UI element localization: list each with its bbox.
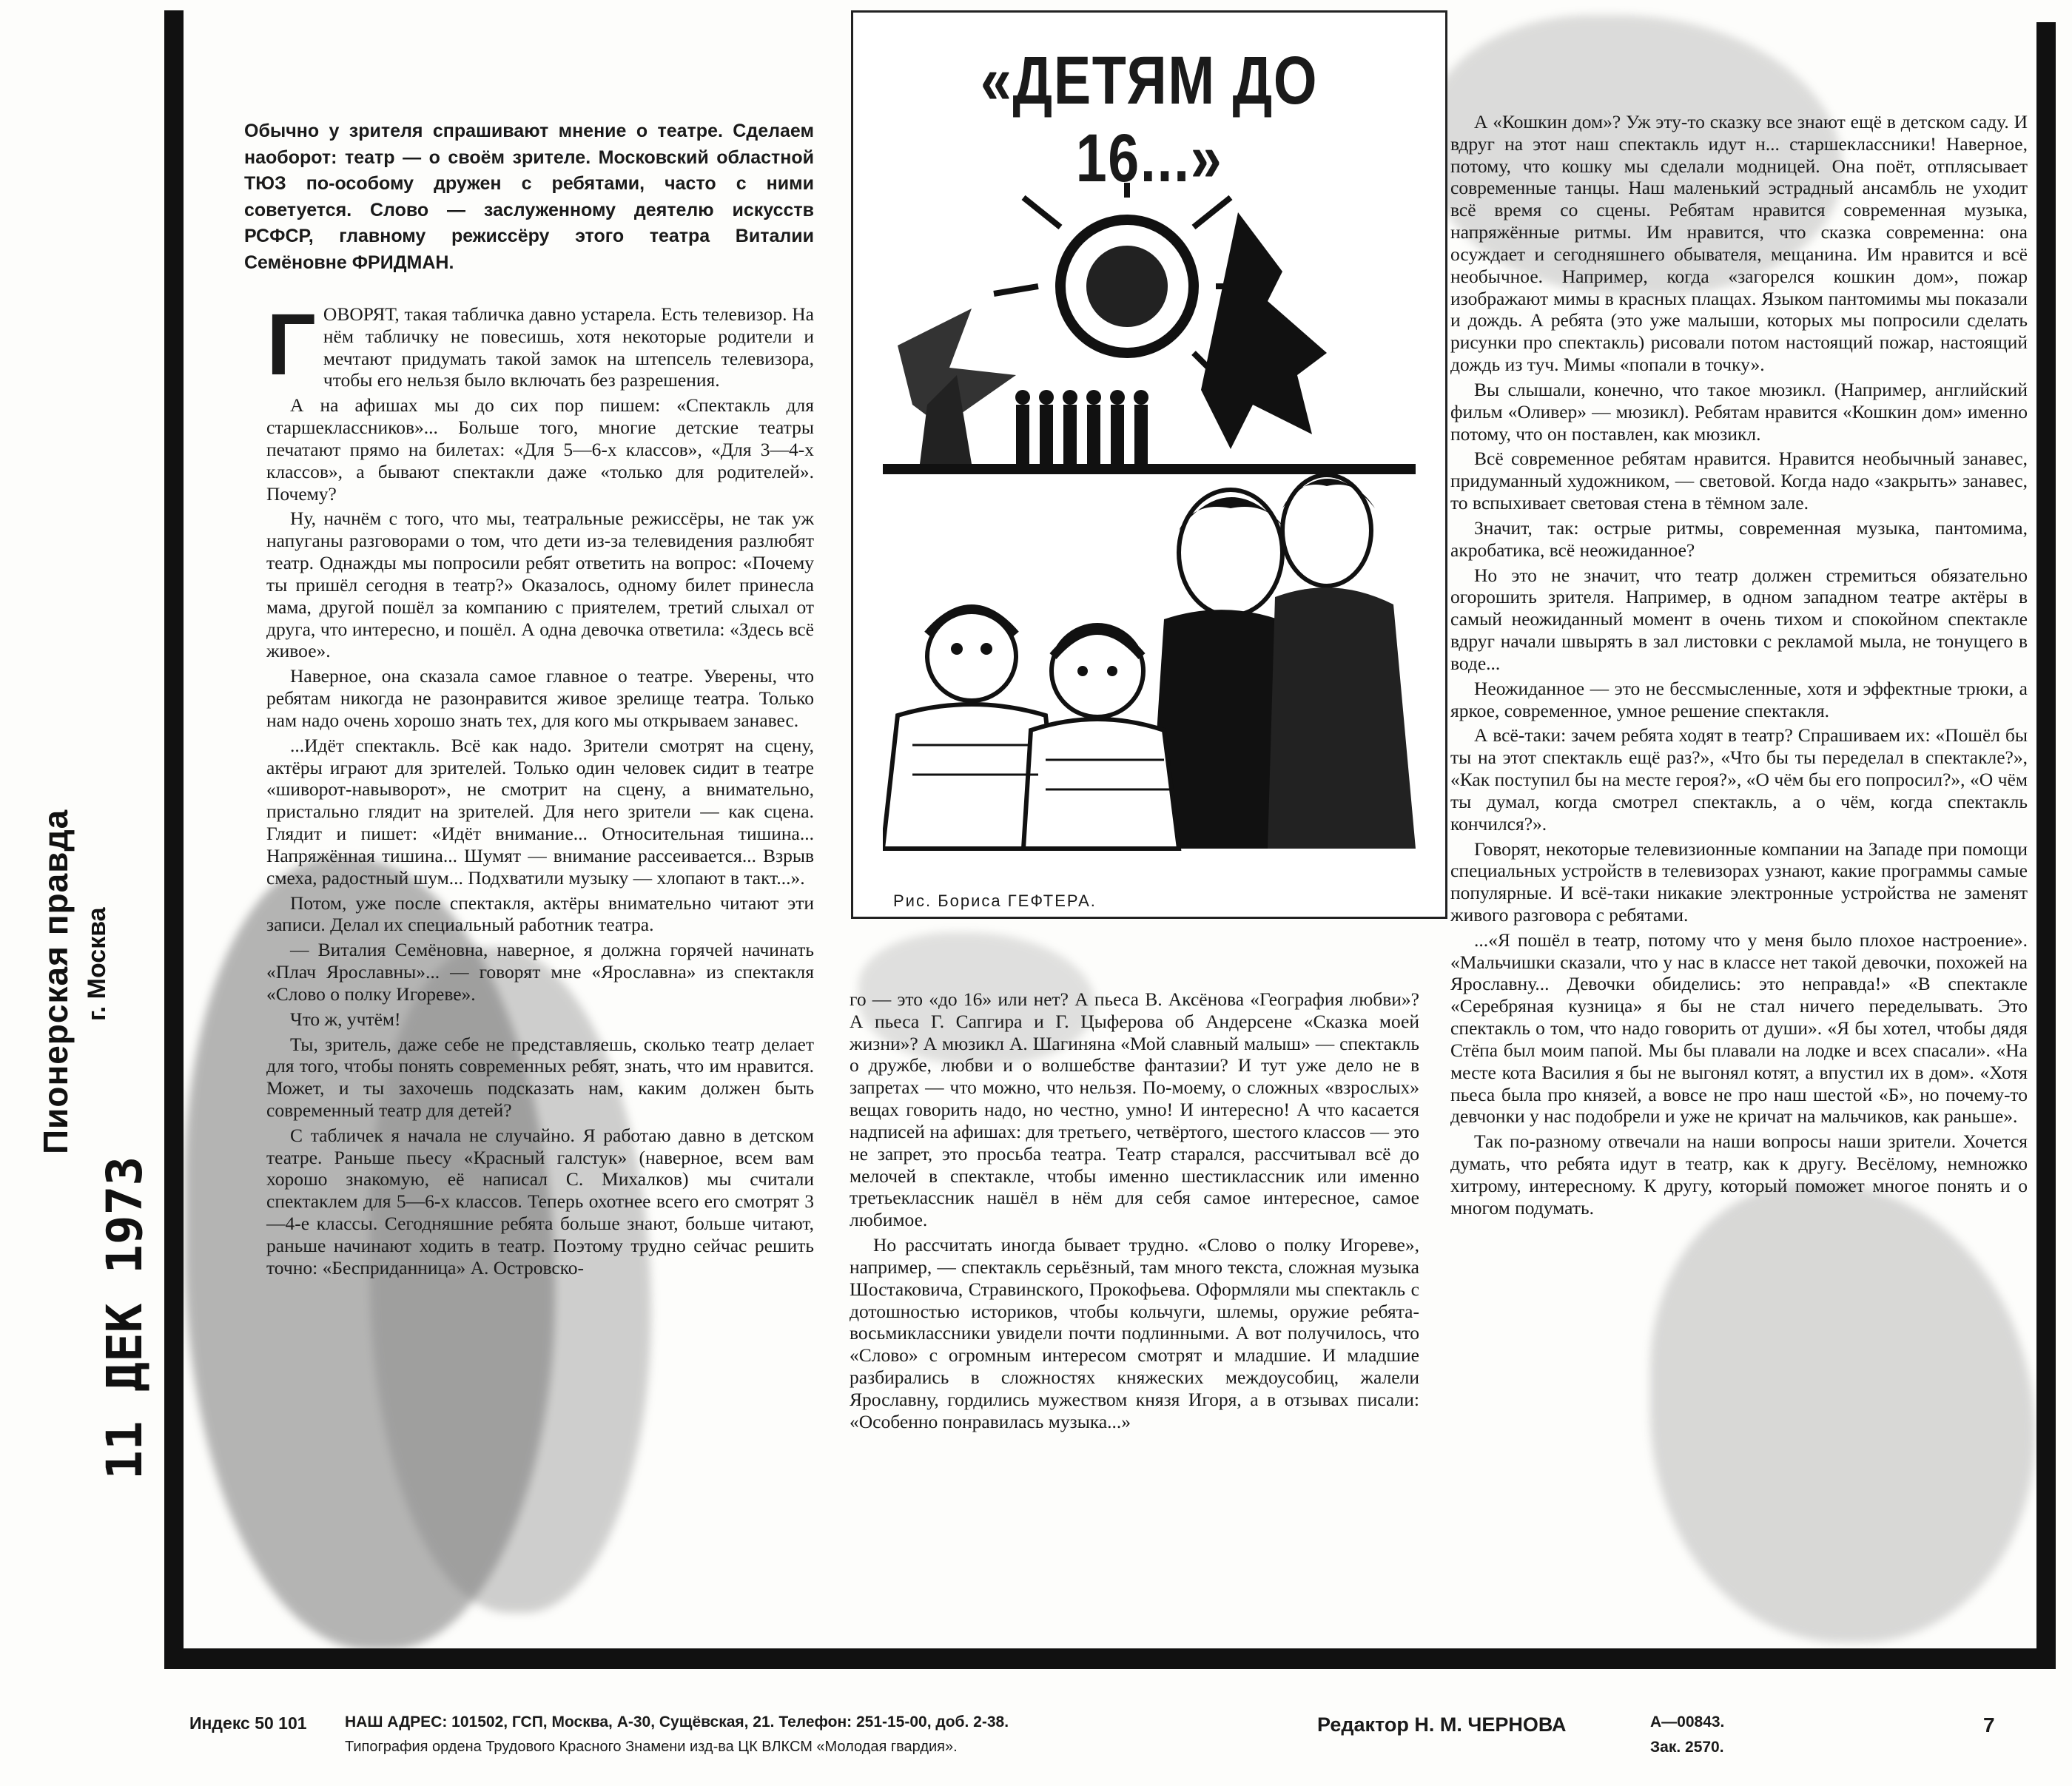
- paragraph: А «Кошкин дом»? Уж эту-то сказку все знают ещё в детском саду. И вдруг на этот наш спектакль идут н... старшеклассники! Наверное, потому, что кошку мы сделали модницей. Она поёт, отплясывает современные танцы. Наш маленький эстрадный ансамбль не уходит всё время со сцены. Ребятам нравится современная музыка, напряжённые ритмы. Им нравится, что сказка современна: она осуждает и сегодняшнего обывателя, мещанина. Им нравится и всё необычное. Например, когда «загорелся кошкин дом», пожар изображают мимы в красных плащах. Языком пантомимы мы показали и дождь. А ребята (это уже малыши, которых мы попросили сделать рисунки про спектакль) рисовали потом настоящий пожар, настоящий дождь из туч. Мимы «попали в точку».: [1450, 111, 2028, 376]
- article-column-3: [1450, 111, 2028, 1222]
- paragraph: Наверное, она сказала самое главное о театре. Уверены, что ребятам никогда не разонравится живое зрелище театра. Только нам надо очень хорошо знать тех, для кого мы открываем занавес.: [266, 665, 814, 731]
- paragraph: Значит, так: острые ритмы, современная музыка, пантомима, акробатика, всё неожиданное?: [1450, 516, 2028, 561]
- drop-cap: Г: [266, 296, 316, 394]
- date-stamp: 11 ДЕК 1973: [96, 1156, 153, 1480]
- paragraph: Так по-разному отвечали на наши вопросы наши зрители. Хочется думать, что ребята идут в театр, как к другу. Весёлому, немножко хитрому, интересному. К другу, который поможет многое понять и о многом подумать.: [1450, 1130, 2028, 1219]
- footer-order: Зак. 2570.: [1650, 1739, 1724, 1756]
- illustration-box: [851, 10, 1447, 919]
- paragraph: Ну, начнём с того, что мы, театральные режиссёры, не так уж напуганы разговорами о том, что дети из-за телевидения разлюбят театр. Однажды мы попросили ребят ответить на вопрос: «Почему ты пришёл сегодня в театр?» Оказалось, одному билет принесла мама, другой пошёл за компанию с приятелем, третий слыхал от друга, что интересно, и пошёл. А одна девочка ответила: «Здесь всё живое».: [266, 508, 814, 662]
- article-headline: «ДЕТЯМ ДО 16...»: [980, 43, 1319, 196]
- paragraph: Но рассчитать иногда бывает трудно. «Слово о полку Игореве», например, — спектакль серьёзный, там много текста, сложная музыка Шостаковича, Стравинского, Прокофьева. Оформляли мы спектакль с дотошностью историков, чтобы кольчуги, шлемы, оружие ребята-восьмиклассники увидели почти подлинными. А вот получилось, что «Слово» с огромным интересом смотрят и младшие. И младшие разбирались в сложностях княжеских междоусобиц, жалели Ярославну, гордились мужеством князя Игоря, а в отзывах писали: «Особенно понравилась музыка...»: [850, 1234, 1419, 1432]
- frame-right-border: [2036, 22, 2056, 1669]
- paragraph: Потом, уже после спектакля, актёры внимательно читают эти записи. Делал их специальный работник театра.: [266, 892, 814, 936]
- paragraph: С табличек я начала не случайно. Я работаю давно в детском театре. Раньше пьесу «Красный галстук» (наверное, всем вам хорошо знакомую, её написал С. Михалков) мы считали спектаклем для 5—6-х классов. Теперь охотнее всего его смотрят 3—4-е классы. Сегодняшние ребята больше знают, больше читают, раньше начинают ходить в театр. Поэтому трудно сейчас решить точно: «Бесприданница» А. Островско-: [266, 1124, 814, 1278]
- paragraph: Говорят, некоторые телевизионные компании на Западе при помощи специальных устройств в телевизорах узнают, какие программы самые популярные. И всё-таки никакие электронные устройства не заменят живого разговора с ребятами.: [1450, 838, 2028, 926]
- paragraph: Вы слышали, конечно, что такое мюзикл. (Например, английский фильм «Оливер» — мюзикл). Ребятам нравится «Кошкин дом» именно потому, что он поставлен, как мюзикл.: [1450, 378, 2028, 445]
- paragraph: — Виталия Семёновна, наверное, я должна горячей начинать «Плач Ярославны»... — говорят мне «Ярославна» из спектакля «Слово о полку Игореве».: [266, 939, 814, 1005]
- paragraph: ...Идёт спектакль. Всё как надо. Зрители смотрят на сцену, актёры играют для зрителей. Только один человек сидит в театре «шиворот-навыворот», не смотрит на сцену, а внимательно, пристально глядит на зрителей. Для него зрители — как сцена. Глядит и пишет: «Идёт внимание... Относительная тишина... Напряжённая тишина... Шумят — внимание рассеивается... Взрыв смеха, радостный шум... Подхватили музыку — хлопают в такт...».: [266, 734, 814, 889]
- article-lead: Обычно у зрителя спрашивают мнение о театре. Сделаем наоборот: театр — о своём зрителе. Московский областной ТЮЗ по-особому дружен с ребятами, часто с ними советуется. Слово — заслуженному деятелю искусств РСФСР, главному режиссёру этого театра Виталии Семёновне ФРИДМАН.: [244, 121, 814, 273]
- paragraph: го — это «до 16» или нет? А пьеса В. Аксёнова «География любви»? А пьеса Г. Сапгира и Г. Цыферова об Андерсене «Сказка моей жизни»? А мюзикл А. Шагиняна «Мой славный малыш» — спектакль о дружбе, любви и о волшебстве фантазии? И тут уже дело не в запретах — что можно, что нельзя. По-моему, о сложных «взрослых» вещах говорить надо, но честно, умно! И интересно! А что касается надписей на афишах: для третьего, четвёртого, шестого классов — это не запрет, это просьба театра. Театр старался, рассчитывал всё до мелочей в спектакле, чтобы именно шестиклассник или именно третьеклассник нашёл в нём для себя самое интересное, самое любимое.: [850, 988, 1419, 1231]
- city-stamp: г. Москва: [83, 907, 111, 1021]
- paragraph: А всё-таки: зачем ребята ходят в театр? Спрашиваем их: «Пошёл бы ты на этот спектакль ещё раз?», «Что бы ты переделал в спектакле?», «Как поступил бы на месте героя?», «О чём бы его попросил?», «О чём ты думал, когда смотрел спектакль, а о чём, когда спектакль кончился?».: [1450, 724, 2028, 835]
- frame-left-border: [164, 10, 184, 1668]
- scan-smudge: [1650, 1184, 2035, 1642]
- paragraph: Всё современное ребятам нравится. Нравится необычный занавес, придуманный художником, — световой. Когда надо «закрыть» занавес, то вспыхивает световая стена в тёмном зале.: [1450, 448, 2028, 514]
- footer-address: НАШ АДРЕС: 101502, ГСП, Москва, А-30, Сущёвская, 21. Телефон: 251-15-00, доб. 2-38.: [345, 1713, 1009, 1731]
- footer-printer: Типография ордена Трудового Красного Знамени изд-ва ЦК ВЛКСМ «Молодая гвардия».: [345, 1739, 958, 1755]
- newspaper-name-stamp: Пионерская правда: [36, 809, 75, 1154]
- paragraph: Ты, зритель, даже себе не представляешь, сколько театр делает для того, чтобы понять современных ребят, знать, что им нравится. Может, и ты захочешь подсказать нам, каким должен быть современный театр для детей?: [266, 1033, 814, 1121]
- footer-editor: Редактор Н. М. ЧЕРНОВА: [1317, 1713, 1567, 1736]
- paragraph: А на афишах мы до сих пор пишем: «Спектакль для старшеклассников»... Больше того, многие детские театры печатают прямо на билетах: «Для 5—6-х классов», «Для 3—4-х классов», а бывают спектакли даже «только для родителей». Почему?: [266, 394, 814, 505]
- paragraph: ...«Я пошёл в театр, потому что у меня было плохое настроение». «Мальчишки сказали, что у нас в классе нет такой девочки, похожей на Ярославну... Девочки обиделись: это неправда!» «В спектакле «Серебряная кузница» я бы не стал ничего переделывать. Это спектакль о том, что надо говорить от души». «Я бы хотел, чтобы дядя Стёпа был моим папой. Мы бы плавали на лодке и всех спасали». «На месте кота Василия я бы не выгонял котят, а впустил их в дом». «Хотя пьеса была про князей, а вовсе не про наш шестой «Б», но почему-то девчонки у нас подобрели и уже не кричат на мальчиков, как раньше».: [1450, 929, 2028, 1128]
- footer-index: Индекс 50 101: [189, 1713, 307, 1733]
- paragraph-text: ОВОРЯТ, такая табличка давно устарела. Есть телевизор. На нём табличку не повесишь, хотя некоторые родители и мечтают придумать такой замок на штепсель телевизора, чтобы его нельзя было включать без разрешения.: [323, 303, 814, 391]
- article-column-1: [266, 296, 814, 1282]
- page-number: 7: [1983, 1713, 1995, 1736]
- article-column-2: [850, 988, 1419, 1436]
- paragraph: Что ж, учтём!: [290, 1008, 401, 1030]
- paragraph: Но это не значит, что театр должен стремиться обязательно огорошить зрителя. Например, в одном западном театре актёры в самый неожиданный момент в очень тихом и спокойном спектакле вдруг начали швырять в зал листовки с рекламой мыла, не тонущего в воде...: [1450, 564, 2028, 674]
- illustration-caption: Рис. Бориса ГЕФТЕРА.: [893, 892, 1097, 910]
- frame-bottom-border: [164, 1648, 2056, 1669]
- paragraph: Неожиданное — это не бессмысленные, хотя и эффектные трюки, а яркое, современное, умное решение спектакля.: [1450, 677, 2028, 721]
- paragraph: [266, 296, 814, 394]
- footer-code: А—00843.: [1650, 1713, 1725, 1731]
- theatre-audience-illustration: [883, 183, 1416, 863]
